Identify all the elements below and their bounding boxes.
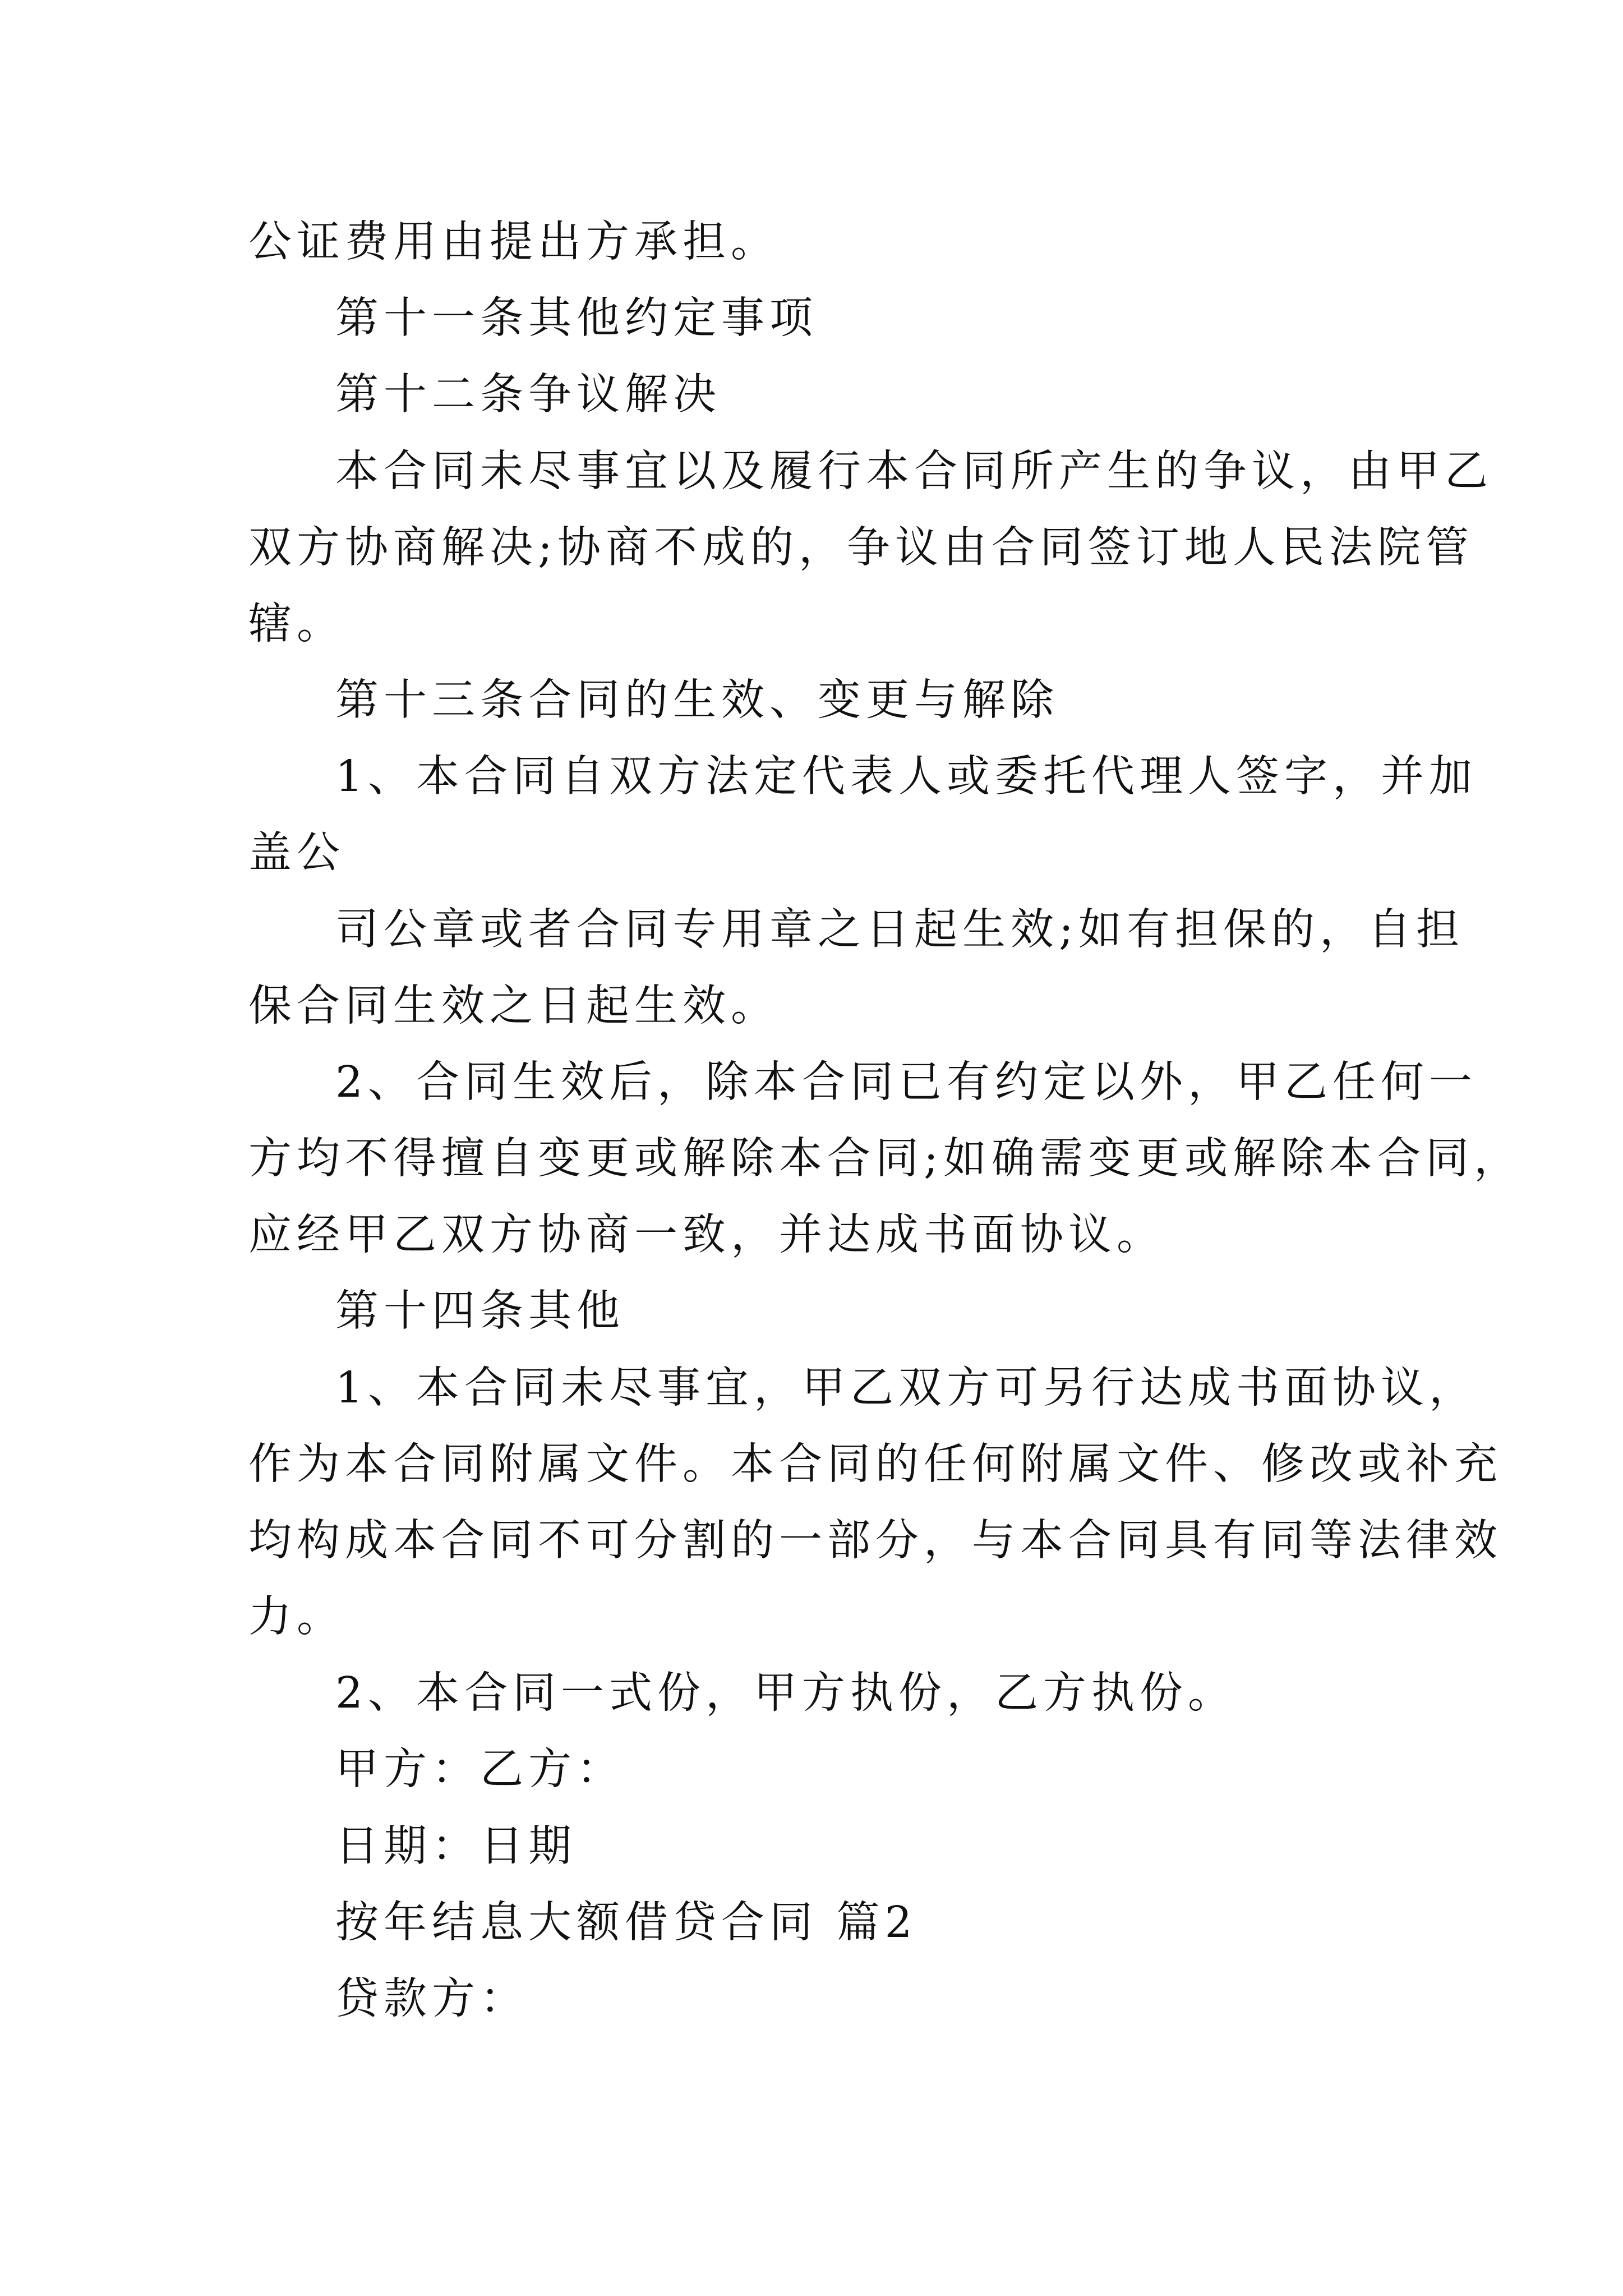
text-line: 保合同生效之日起生效。 <box>248 981 779 1031</box>
text-line: 作为本合同附属文件。本合同的任何附属文件、修改或补充 <box>248 1439 1502 1489</box>
text-line: 均构成本合同不可分割的一部分，与本合同具有同等法律效 <box>248 1516 1502 1566</box>
text-line: 盖公 <box>248 828 345 878</box>
text-line: 辖。 <box>248 599 345 649</box>
article-heading: 第十一条其他约定事项 <box>335 293 818 343</box>
text-line: 公证费用由提出方承担。 <box>248 217 779 267</box>
text-line: 双方协商解决;协商不成的，争议由合同签订地人民法院管 <box>248 523 1474 573</box>
signature-dates: 日期：日期 <box>335 1821 577 1871</box>
text-line: 司公章或者合同专用章之日起生效;如有担保的，自担 <box>335 905 1464 955</box>
text-line: 2、合同生效后，除本合同已有约定以外，甲乙任何一 <box>335 1057 1477 1107</box>
lender-label: 贷款方： <box>335 1974 528 2024</box>
text-line: 方均不得擅自变更或解除本合同;如确需变更或解除本合同， <box>248 1134 1522 1184</box>
text-line: 应经甲乙双方协商一致，并达成书面协议。 <box>248 1210 1165 1260</box>
signature-parties: 甲方：乙方： <box>335 1745 625 1795</box>
article-heading: 第十二条争议解决 <box>335 370 721 420</box>
text-line: 1、本合同未尽事宜，甲乙双方可另行达成书面协议， <box>335 1363 1477 1413</box>
section-title: 按年结息大额借贷合同 篇2 <box>335 1898 917 1948</box>
text-line: 1、本合同自双方法定代表人或委托代理人签字，并加 <box>335 752 1477 802</box>
text-line: 力。 <box>248 1592 345 1642</box>
article-heading: 第十三条合同的生效、变更与解除 <box>335 675 1059 725</box>
text-line: 本合同未尽事宜以及履行本合同所产生的争议，由甲乙 <box>335 447 1493 496</box>
text-line: 2、本合同一式份，甲方执份，乙方执份。 <box>335 1668 1236 1718</box>
article-heading: 第十四条其他 <box>335 1286 625 1336</box>
